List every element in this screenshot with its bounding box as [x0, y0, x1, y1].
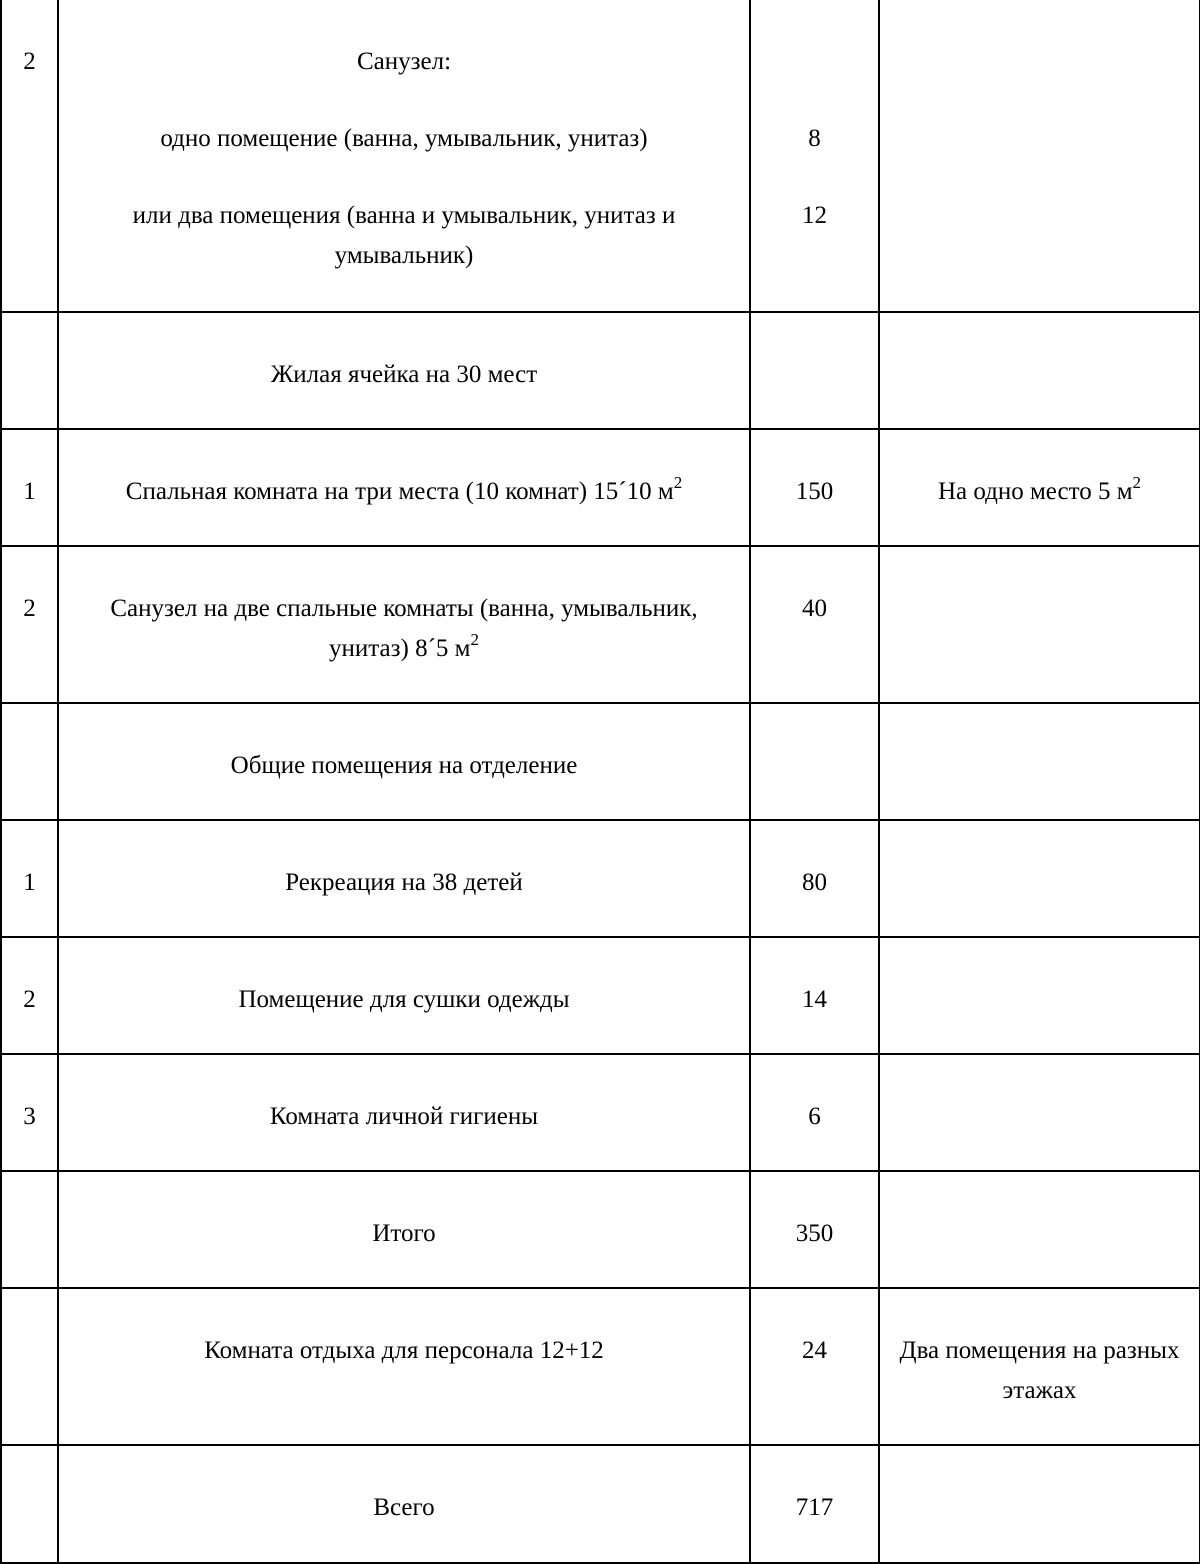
- room-note: На одно место 5 $м^2$: [879, 429, 1200, 546]
- room-name: Комната отдыха для персонала 12+12: [58, 1288, 750, 1445]
- room-name-option-1: одно помещение (ванна, умывальник, унитаз): [160, 125, 648, 152]
- table-row: [1, 703, 1200, 820]
- table-row: [1, 0, 1200, 312]
- section-heading: Общие помещения на отделение: [58, 703, 750, 820]
- section-heading: Жилая ячейка на 30 мест: [58, 312, 750, 429]
- room-name: Спальная комната на три места (10 комнат) 15´10 $м^2$: [58, 429, 750, 546]
- room-area: [750, 312, 879, 429]
- table-row: [1, 937, 1200, 1054]
- room-name: Помещение для сушки одежды: [58, 937, 750, 1054]
- row-number: 1: [1, 820, 58, 937]
- row-number: [1, 1171, 58, 1288]
- row-number: [1, 312, 58, 429]
- room-note: [879, 546, 1200, 703]
- room-note: [879, 1171, 1200, 1288]
- row-number: [1, 703, 58, 820]
- room-note: [879, 312, 1200, 429]
- table-row: [1, 546, 1200, 703]
- room-area-option-1: 8: [808, 125, 821, 152]
- room-note: [879, 703, 1200, 820]
- room-area: 150: [750, 429, 879, 546]
- row-number: [1, 1445, 58, 1563]
- room-name: Санузел на две спальные комнаты (ванна, умывальник, унитаз) 8´5 $м^2$: [58, 546, 750, 703]
- table-row: [1, 1445, 1200, 1563]
- room-note: [879, 1445, 1200, 1563]
- room-name-title: Санузел:: [356, 48, 452, 75]
- row-number: 2: [1, 937, 58, 1054]
- table-row: [1, 1054, 1200, 1171]
- room-area: 24: [750, 1288, 879, 1445]
- room-area: 14: [750, 937, 879, 1054]
- table-row: [1, 1171, 1200, 1288]
- row-number: 3: [1, 1054, 58, 1171]
- room-name: Комната личной гигиены: [58, 1054, 750, 1171]
- room-name-option-2: или два помещения (ванна и умывальник, унитаз и умывальник): [132, 202, 676, 269]
- row-number: 2: [1, 0, 58, 312]
- row-number: [1, 1288, 58, 1445]
- room-name: [58, 0, 750, 312]
- table-row: [1, 312, 1200, 429]
- room-note: [879, 0, 1200, 312]
- row-number: 1: [1, 429, 58, 546]
- room-note: [879, 820, 1200, 937]
- row-number: 2: [1, 546, 58, 703]
- room-note: [879, 1054, 1200, 1171]
- table-row: [1, 429, 1200, 546]
- room-area-option-2: 12: [802, 202, 827, 229]
- room-area: 6: [750, 1054, 879, 1171]
- table-row: [1, 820, 1200, 937]
- subtotal-label: Итого: [58, 1171, 750, 1288]
- room-name: Рекреация на 38 детей: [58, 820, 750, 937]
- table-row: [1, 1288, 1200, 1445]
- room-note: Два помещения на разных этажах: [879, 1288, 1200, 1445]
- total-value: 717: [750, 1445, 879, 1563]
- room-area: [750, 703, 879, 820]
- room-note: [879, 937, 1200, 1054]
- subtotal-value: 350: [750, 1171, 879, 1288]
- room-area: 80: [750, 820, 879, 937]
- room-area: 40: [750, 546, 879, 703]
- room-area: [750, 0, 879, 312]
- total-label: Всего: [58, 1445, 750, 1563]
